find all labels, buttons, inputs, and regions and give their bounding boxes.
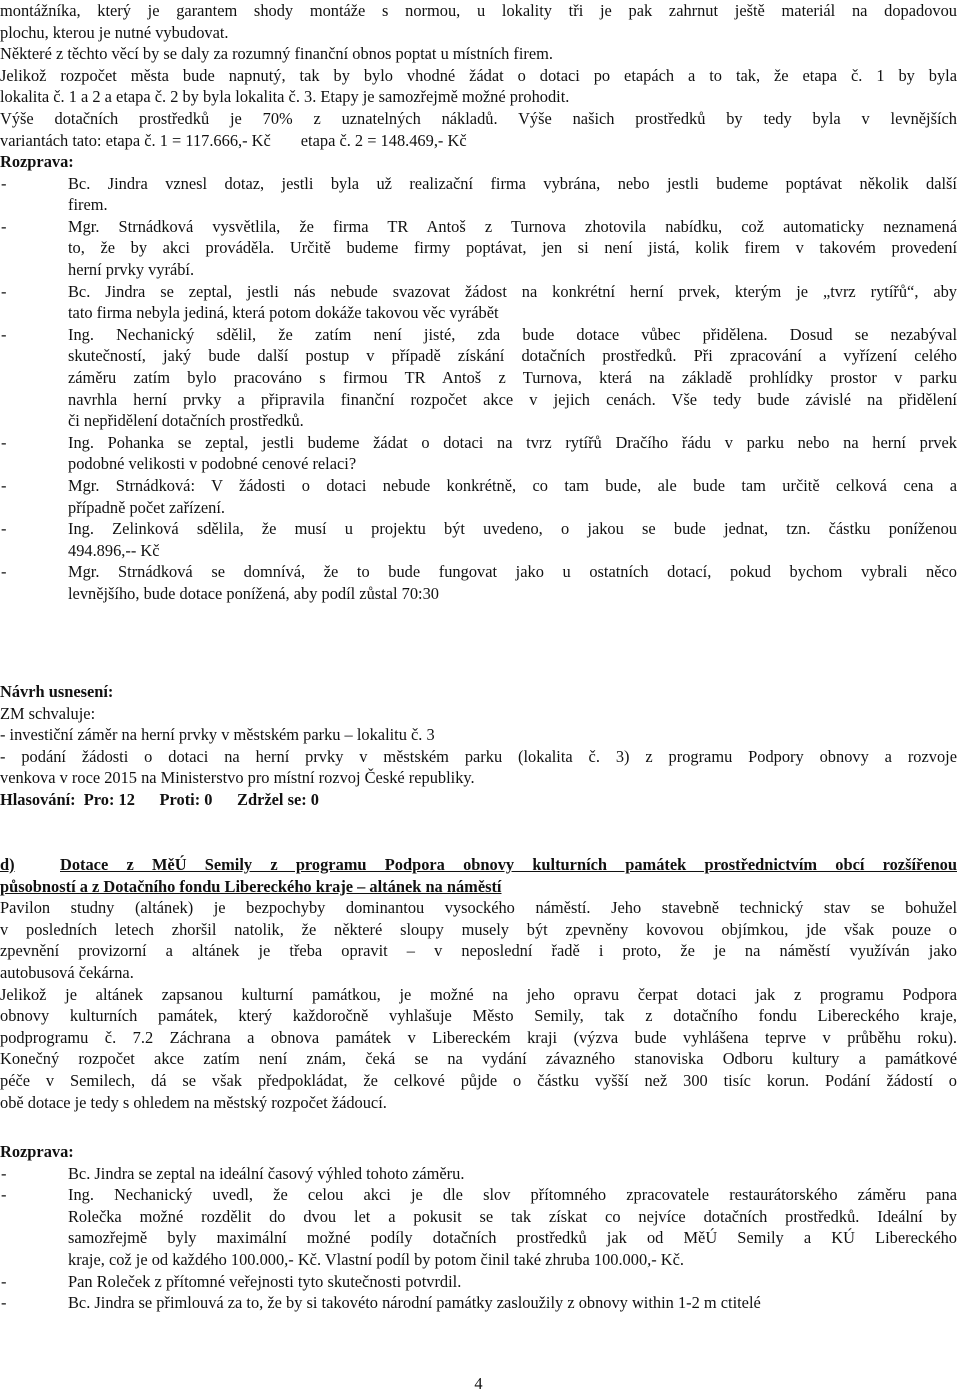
discussion-item xyxy=(0,324,957,432)
resolution-approves: ZM schvaluje: xyxy=(0,703,96,723)
discussion-item xyxy=(0,475,957,518)
discussion-heading: Rozprava: xyxy=(0,1142,74,1161)
discussion-item xyxy=(0,518,957,561)
list-dash: - xyxy=(1,1293,7,1313)
list-dash: - xyxy=(1,1185,7,1205)
item-text-line: firem. xyxy=(68,195,108,215)
paragraph-line: v posledních letech zhoršil natolik, že některé sloupy musely být zpevněny kovovou objímkou, jde však pouze o xyxy=(0,919,957,939)
discussion-list xyxy=(0,173,957,605)
item-text-line: Mgr. Strnádková vysvětlila, že firma TR Antoš z Turnova zhotovila nabídku, což automaticky neznamená xyxy=(68,216,957,236)
item-text-line: Rolečka možné rozdělit do dvou let a pokusit se tak získat co nejvíce dotačních prostředků. Ideální by xyxy=(68,1206,957,1226)
item-text-line: podobné velikosti v podobné cenové relaci? xyxy=(68,454,357,474)
item-text-line: Bc. Jindra se přimlouvá za to, že by si takovéto národní památky zasloužily z obnovy within 1-2 m ctitelé xyxy=(68,1293,761,1313)
paragraph-line: obnovy kulturních památek, který každoročně vyhlašuje Město Semily, tak z dotačního fondu Libereckého kraje, xyxy=(0,1006,957,1026)
list-dash: - xyxy=(1,562,7,582)
item-text-line: Ing. Zelinková sdělila, že musí u projektu být uvedeno, o jakou se bude jednat, tzn. částku poníženou xyxy=(68,519,957,539)
discussion-section-1 xyxy=(0,151,957,604)
list-dash: - xyxy=(1,519,7,539)
text-line: Některé z těchto věcí by se daly za rozumný finanční obnos poptat u místních firem. xyxy=(0,44,554,64)
list-dash: - xyxy=(1,324,7,344)
item-text-line: případně počet zařízení. xyxy=(68,497,225,517)
text-line: lokalita č. 1 a 2 a etapa č. 2 by byla lokalita č. 3. Etapy je samozřejmě možné prohodit. xyxy=(0,87,570,107)
paragraph-line: Jelikož je altánek zapsanou kulturní památkou, je možné na jeho opravu čerpat dotaci jak z programu Podpora xyxy=(0,984,957,1004)
item-text-line: kraje, což je od každého 100.000,- Kč. Vlastní podíl by potom činil také zhruba 100.000,- Kč. xyxy=(68,1249,685,1269)
paragraph-line: obě dotace je tedy s ohledem na městský rozpočet žádoucí. xyxy=(0,1092,387,1112)
list-dash: - xyxy=(1,1271,7,1291)
discussion-section-2 xyxy=(0,1141,957,1314)
item-text-line: to, že by akci prováděla. Určitě budeme firmy poptávat, jen si není jistá, kolik firem v takovém provedení xyxy=(68,238,957,258)
section-letter: d) xyxy=(0,855,15,874)
discussion-item xyxy=(0,281,957,324)
discussion-item xyxy=(0,173,957,216)
etapa-1-amount: variantách tato: etapa č. 1 = 117.666,- Kč xyxy=(0,130,271,150)
discussion-item xyxy=(0,1271,957,1293)
text-line xyxy=(0,130,957,152)
resolution-point-cont: venkova v roce 2015 na Ministerstvo pro místní rozvoj České republiky. xyxy=(0,768,475,788)
item-text-line: herní prvky vyrábí. xyxy=(68,259,195,279)
section-title-line: působností a z Dotačního fondu Libereckého kraje – altánek na náměstí xyxy=(0,876,502,896)
item-text-line: samozřejmě byly maximální možné podíly dotačních prostředků jak od MěÚ Semily a KÚ Libereckého xyxy=(68,1228,957,1248)
item-text-line: či nepřidělení dotačních prostředků. xyxy=(68,411,304,431)
list-dash: - xyxy=(1,432,7,452)
etapa-2-amount: etapa č. 2 = 148.469,- Kč xyxy=(300,130,467,150)
item-text-line: Ing. Pohanka se zeptal, jestli budeme žádat o dotaci na tvrz rytířů Dračího řádu v parku nebo na herní prvek xyxy=(68,432,957,452)
section-d-title xyxy=(0,854,957,876)
text-line: montážníka, který je garantem shody montáže s normou, u lokality tři je pak zahrnut ještě materiál na dopadovou xyxy=(0,1,957,20)
intro-paragraph xyxy=(0,0,957,151)
discussion-item xyxy=(0,1292,957,1314)
item-text-line: Ing. Nechanický sdělil, že zatím není jisté, zda bude dotace vůbec přidělena. Dosud se nezabýval xyxy=(68,324,957,344)
item-text-line: 494.896,-- Kč xyxy=(68,540,160,560)
item-text-line: levnějšího, bude dotace ponížená, aby podíl zůstal 70:30 xyxy=(68,583,439,603)
item-text-line: Pan Roleček z přítomné veřejnosti tyto skutečnosti potvrdil. xyxy=(68,1271,462,1291)
discussion-item xyxy=(0,216,957,281)
resolution-point: - podání žádosti o dotaci na herní prvky v městském parku (lokalita č. 3) z programu Podpory obnovy a rozvoje xyxy=(0,746,957,766)
item-text-line: Bc. Jindra se zeptal, jestli nás nebude svazovat žádost na konkrétní herní prvek, kterým je „tvrz rytířů“, aby xyxy=(68,281,957,301)
item-text-line: Ing. Nechanický uvedl, že celou akci je dle slov přítomného zpracovatele restaurátorského záměru pana xyxy=(68,1185,957,1205)
resolution-point: - investiční záměr na herní prvky v městském parku – lokalitu č. 3 xyxy=(0,725,435,745)
list-dash: - xyxy=(1,1163,7,1183)
paragraph-line: Pavilon studny (altánek) je bezpochyby dominantou vysockého náměstí. Jeho stavebně technický stav se bohužel xyxy=(0,898,957,918)
item-text-line: záměru zatím bylo pracováno s firmou TR Antoš z Turnova, která na základě prohlídky prostor v parku xyxy=(68,367,957,387)
discussion-item xyxy=(0,561,957,604)
vote-result: Hlasování: Pro: 12 Proti: 0 Zdržel se: 0 xyxy=(0,789,319,809)
paragraph-line: podprogramu č. 7.2 Záchrana a obnova památek v Libereckém kraji (výzva bude vyhlášena teprve v průběhu roku). xyxy=(0,1027,957,1047)
discussion-list xyxy=(0,1163,957,1314)
paragraph-line: péče v Semilech, dá se však předpokládat, že celkové půjde o částku vyšší než 300 tisíc korun. Podání žádostí o xyxy=(0,1070,957,1090)
list-dash: - xyxy=(1,173,7,193)
text-line: plochu, kterou je nutné vybudovat. xyxy=(0,22,229,42)
list-dash: - xyxy=(1,281,7,301)
section-paragraph xyxy=(0,897,957,983)
resolution-heading: Návrh usnesení: xyxy=(0,682,114,701)
item-text-line: tato firma nebyla jediná, která potom dokáže takovou věc vyrábět xyxy=(68,303,499,323)
list-dash: - xyxy=(1,475,7,495)
item-text-line: Bc. Jindra se zeptal na ideální časový výhled tohoto záměru. xyxy=(68,1163,465,1183)
paragraph-line: zpevnění provizorní a altánek je třeba opravit – v neposlední řadě i proto, že je na náměstí využíván jako xyxy=(0,941,957,961)
section-d xyxy=(0,854,957,1113)
paragraph-line: autobusová čekárna. xyxy=(0,962,134,982)
discussion-item xyxy=(0,1163,957,1185)
item-text-line: skutečností, jaký bude další postup v případě získání dotačních prostředků. Při zpracování a vyřízení celého xyxy=(68,346,957,366)
item-text-line: Mgr. Strnádková: V žádosti o dotaci nebude konkrétně, co tam bude, ale bude tam určitě celková cena a xyxy=(68,475,957,495)
text-line: Jelikož rozpočet města bude napnutý, tak by bylo vhodné žádat o dotaci po etapách a to tak, že etapa č. 1 by byla xyxy=(0,65,957,85)
list-dash: - xyxy=(1,216,7,236)
discussion-heading: Rozprava: xyxy=(0,152,74,171)
discussion-item xyxy=(0,432,957,475)
section-paragraph xyxy=(0,984,957,1114)
item-text-line: navrhla herní prvky a připravila finanční rozpočet akce v jejich cenách. Vše tedy bude závislé na přidělení xyxy=(68,389,957,409)
item-text-line: Mgr. Strnádková se domnívá, že to bude fungovat jako u ostatních dotací, pokud bychom vybrali něco xyxy=(68,562,957,582)
section-title-line: Dotace z MěÚ Semily z programu Podpora obnovy kulturních památek prostřednictvím obcí rozšířenou xyxy=(60,855,957,874)
page-number: 4 xyxy=(474,1374,483,1393)
item-text-line: Bc. Jindra vznesl dotaz, jestli byla už realizační firma vybrána, nebo jestli budeme poptávat několik další xyxy=(68,173,957,193)
resolution-proposal xyxy=(0,681,957,811)
discussion-item xyxy=(0,1184,957,1270)
text-line: Výše dotačních prostředků je 70% z uznatelných nákladů. Výše našich prostředků by tedy byla v levnějších xyxy=(0,108,957,128)
paragraph-line: Konečný rozpočet akce zatím není znám, čeká se na vydání závazného stanoviska Odboru kultury a památkové xyxy=(0,1049,957,1069)
